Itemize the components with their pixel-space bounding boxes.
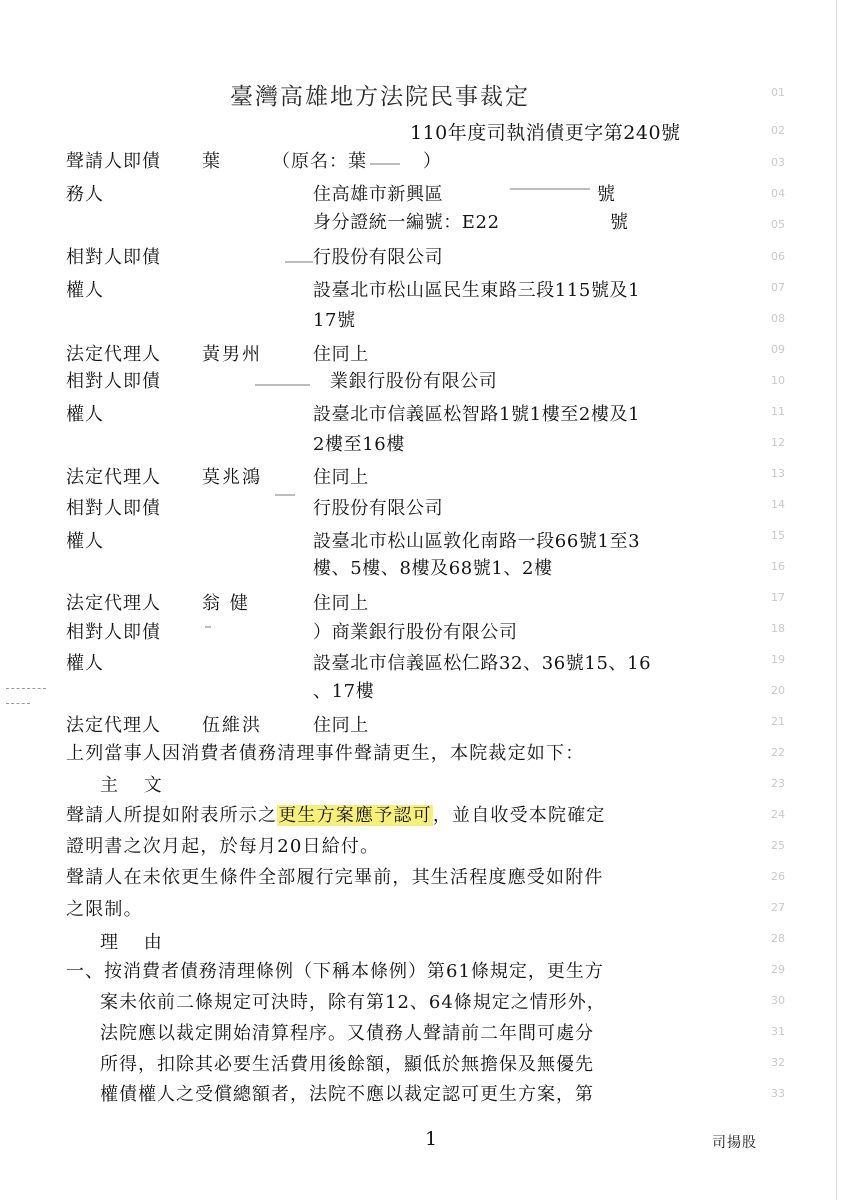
creditor4-address-2: 、17樓: [313, 681, 375, 702]
petitioner-id: 身分證統一編號：E22: [313, 212, 500, 233]
creditor1-address-2: 17號: [313, 310, 356, 331]
line-number: 22: [771, 746, 785, 759]
petitioner-original-name: （原名：葉: [272, 151, 367, 172]
page-number: 1: [425, 1128, 438, 1150]
creditor2-rep-address: 住同上: [313, 467, 369, 488]
ruling-intro: 上列當事人因消費者債務清理事件聲請更生，本院裁定如下：: [66, 743, 585, 764]
petitioner-address: 住高雄市新興區: [313, 184, 444, 205]
main-heading: 主 文: [100, 775, 172, 796]
creditor3-label-2: 權人: [66, 531, 104, 552]
creditor1-name: 行股份有限公司: [313, 247, 444, 268]
redaction-smudge: [255, 384, 310, 386]
main-text-line-2: 證明書之次月起，於每月20日給付。: [66, 836, 380, 857]
main-text-line-3: 聲請人在未依更生條件全部履行完畢前，其生活程度應受如附件: [66, 867, 604, 888]
creditor4-rep-address: 住同上: [313, 715, 369, 736]
creditor2-address-1: 設臺北市信義區松智路1號1樓至2樓及1: [313, 404, 641, 425]
reason-line-4: 所得，扣除其必要生活費用後餘額，顯低於無擔保及無優先: [100, 1054, 594, 1075]
line-number: 17: [771, 591, 785, 604]
line-number: 04: [771, 187, 785, 200]
line-number: 23: [771, 777, 785, 790]
main-text-part: ，並自收受本院確定: [432, 805, 606, 826]
line-number: 13: [771, 467, 785, 480]
creditor3-address-1: 設臺北市松山區敦化南路一段66號1至3: [313, 531, 641, 552]
creditor3-address-2: 樓、5樓、8樓及68號1、2樓: [313, 558, 553, 579]
main-text-line-1: [66, 804, 606, 828]
main-text-line-4: 之限制。: [66, 899, 143, 920]
line-number: 28: [771, 932, 785, 945]
reason-line-2: 案未依前二條規定可決時，除有第12、64條規定之情形外，: [100, 992, 606, 1013]
line-number: 30: [771, 994, 785, 1007]
line-number: 24: [771, 808, 785, 821]
reason-heading: 理 由: [100, 932, 172, 953]
creditor2-name: 業銀行股份有限公司: [330, 371, 498, 392]
line-number: 29: [771, 963, 785, 976]
line-number: 19: [771, 653, 785, 666]
creditor1-rep-label: 法定代理人: [66, 344, 161, 365]
creditor4-rep-name: 伍維洪: [202, 715, 262, 736]
line-number: 33: [771, 1087, 785, 1100]
creditor1-rep-name: 黃男州: [202, 344, 262, 365]
reason-line-1: 一、按消費者債務清理條例（下稱本條例）第61條規定，更生方: [66, 961, 604, 982]
creditor3-rep-name: 翁 健: [202, 593, 250, 614]
creditor2-label-2: 權人: [66, 404, 104, 425]
creditor4-address-1: 設臺北市信義區松仁路32、36號15、16: [313, 653, 652, 674]
line-number: 08: [771, 312, 785, 325]
line-number: 11: [771, 405, 785, 418]
line-number: 12: [771, 436, 785, 449]
creditor1-label-2: 權人: [66, 280, 104, 301]
line-number: 01: [771, 86, 785, 99]
line-number: 27: [771, 901, 785, 914]
creditor4-label-2: 權人: [66, 653, 104, 674]
line-number: 06: [771, 250, 785, 263]
petitioner-label-1: 聲請人即債: [66, 151, 161, 172]
petitioner-name: 葉: [202, 151, 222, 172]
redaction-smudge: [285, 261, 313, 263]
creditor1-address-1: 設臺北市松山區民生東路三段115號及1: [313, 280, 641, 301]
line-number: 09: [771, 343, 785, 356]
creditor3-name: 行股份有限公司: [313, 498, 444, 519]
line-number: 26: [771, 870, 785, 883]
creditor3-rep-label: 法定代理人: [66, 593, 161, 614]
creditor1-rep-address: 住同上: [313, 344, 369, 365]
petitioner-id-tail: 號: [610, 212, 628, 233]
highlighted-phrase: 更生方案應予認可: [278, 805, 432, 826]
creditor3-label-1: 相對人即債: [66, 498, 161, 519]
case-number: 110年度司執消債更字第240號: [410, 122, 681, 144]
creditor2-rep-name: 莫兆鴻: [202, 467, 262, 488]
line-number: 05: [771, 218, 785, 231]
line-number: 21: [771, 715, 785, 728]
redaction-smudge: [510, 188, 590, 190]
redaction-smudge: [205, 626, 211, 628]
section-code: 司揚股: [712, 1135, 757, 1151]
line-number: 32: [771, 1056, 785, 1069]
main-text-part: 聲請人所提如附表所示之: [66, 805, 278, 826]
line-number: 25: [771, 839, 785, 852]
creditor1-label-1: 相對人即債: [66, 247, 161, 268]
creditor4-name: ）商業銀行股份有限公司: [313, 622, 518, 643]
creditor2-rep-label: 法定代理人: [66, 467, 161, 488]
redaction-smudge: [275, 494, 295, 496]
margin-dash-mark: [6, 688, 46, 689]
line-number: 10: [771, 374, 785, 387]
line-number: 18: [771, 622, 785, 635]
document-title: 臺灣高雄地方法院民事裁定: [230, 84, 530, 110]
creditor4-label-1: 相對人即債: [66, 622, 161, 643]
line-number: 07: [771, 281, 785, 294]
line-number: 31: [771, 1025, 785, 1038]
line-number: 14: [771, 498, 785, 511]
margin-dash-mark: [6, 703, 30, 704]
petitioner-label-2: 務人: [66, 184, 104, 205]
line-number: 02: [771, 124, 785, 137]
line-number: 20: [771, 684, 785, 697]
page-edge-line: [836, 0, 837, 1200]
reason-line-5: 權債權人之受償總額者，法院不應以裁定認可更生方案，第: [100, 1084, 594, 1105]
petitioner-original-name-close: ）: [423, 151, 441, 172]
redaction-smudge: [370, 163, 400, 165]
creditor2-label-1: 相對人即債: [66, 371, 161, 392]
line-number: 16: [771, 560, 785, 573]
petitioner-address-tail: 號: [597, 184, 615, 205]
creditor2-address-2: 2樓至16樓: [313, 434, 405, 455]
creditor4-rep-label: 法定代理人: [66, 715, 161, 736]
creditor3-rep-address: 住同上: [313, 593, 369, 614]
line-number: 15: [771, 529, 785, 542]
reason-line-3: 法院應以裁定開始清算程序。又債務人聲請前二年間可處分: [100, 1023, 594, 1044]
line-number: 03: [771, 156, 785, 169]
